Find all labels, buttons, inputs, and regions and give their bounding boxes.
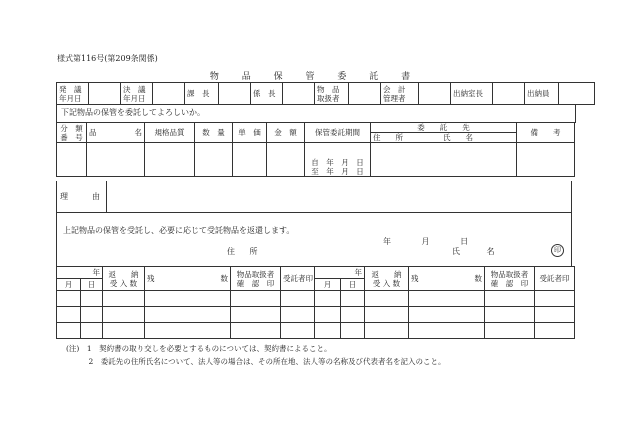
ret-r-cell[interactable]	[535, 291, 575, 307]
col-consignee: 委 託 先	[371, 123, 517, 133]
ret-l-cell[interactable]	[81, 307, 103, 323]
ret-r-year: 年	[315, 267, 365, 279]
period-from: 自 年 月 日	[311, 158, 364, 167]
ret-l-cell[interactable]	[231, 291, 281, 307]
reason-box	[56, 181, 572, 213]
ret-l-handler-seal: 物品取扱者 確 認 印	[231, 267, 281, 291]
col-quantity: 数 量	[195, 123, 233, 143]
form-number-label: 様式第116号(第209条関係)	[57, 54, 158, 63]
col-unit-price: 単 価	[233, 123, 267, 143]
hdr-subsection-chief-label: 係 長	[251, 83, 283, 105]
col-remarks: 備 考	[517, 123, 575, 143]
hdr-cashier-chief-field[interactable]	[493, 83, 525, 105]
hdr-cashier-chief-label: 出納室長	[451, 83, 493, 105]
hdr-proposal-date-field[interactable]	[89, 83, 121, 105]
ret-l-cell[interactable]	[281, 307, 315, 323]
hdr-handler-label: 物 品 取扱者	[315, 83, 349, 105]
ret-r-cell[interactable]	[485, 291, 535, 307]
col-item-name: 品 名	[87, 123, 145, 143]
cell-consignee[interactable]	[371, 143, 517, 177]
ret-r-return-qty: 返 納 受 入 数	[365, 267, 409, 291]
ret-r-cell[interactable]	[341, 307, 365, 323]
ret-l-month: 月	[57, 279, 81, 291]
cell-item-name[interactable]	[87, 143, 145, 177]
cell-unit-price[interactable]	[233, 143, 267, 177]
ret-l-cell[interactable]	[145, 307, 231, 323]
ret-r-cell[interactable]	[409, 291, 485, 307]
col-amount: 金 額	[267, 123, 305, 143]
cell-amount[interactable]	[267, 143, 305, 177]
ret-l-cell[interactable]	[231, 307, 281, 323]
seal-mark: 印	[551, 244, 564, 257]
ret-r-day: 日	[341, 279, 365, 291]
ret-l-return-qty: 返 納 受 入 数	[103, 267, 145, 291]
ret-r-cell[interactable]	[485, 307, 535, 323]
ret-l-year: 年	[57, 267, 103, 279]
hdr-section-chief-label: 課 長	[185, 83, 219, 105]
agreement-date-label: 年 月 日	[383, 237, 483, 246]
ret-r-cell[interactable]	[409, 307, 485, 323]
ret-l-cell[interactable]	[57, 291, 81, 307]
reason-label: 理由	[60, 192, 124, 201]
ret-l-cell[interactable]	[281, 323, 315, 339]
ret-l-cell[interactable]	[103, 291, 145, 307]
ret-l-cell[interactable]	[57, 307, 81, 323]
col-spec: 規格品質	[145, 123, 195, 143]
hdr-proposal-date-label: 発 議 年月日	[57, 83, 89, 105]
cell-period[interactable]	[305, 143, 371, 177]
ret-l-cell[interactable]	[231, 323, 281, 339]
agreement-text: 上記物品の保管を受託し、必要に応じて受託物品を返還します。	[63, 226, 295, 235]
col-period: 保管委託期間	[305, 123, 371, 143]
ret-l-cell[interactable]	[103, 307, 145, 323]
ret-r-cell[interactable]	[365, 291, 409, 307]
agreement-box	[56, 212, 572, 267]
ret-r-remaining: 残 数	[409, 267, 485, 291]
ret-r-cell[interactable]	[315, 291, 341, 307]
ret-r-cell[interactable]	[535, 307, 575, 323]
note-2: 2 委託先の住所氏名について、法人等の場合は、その所在地、法人等の名称及び代表者名を記入のこと。	[66, 357, 446, 366]
ret-l-remaining: 残 数	[145, 267, 231, 291]
ret-r-cell[interactable]	[365, 323, 409, 339]
ret-l-cell[interactable]	[145, 291, 231, 307]
ret-l-cell[interactable]	[145, 323, 231, 339]
hdr-cashier-label: 出納員	[525, 83, 559, 105]
hdr-decision-date-field[interactable]	[153, 83, 185, 105]
ret-l-cell[interactable]	[281, 291, 315, 307]
ret-r-cell[interactable]	[409, 323, 485, 339]
return-table-right	[314, 266, 575, 339]
ret-r-cell[interactable]	[365, 307, 409, 323]
trustee-address-label: 住 所	[227, 247, 264, 256]
ret-r-cell[interactable]	[315, 323, 341, 339]
hdr-section-chief-field[interactable]	[219, 83, 251, 105]
cell-quantity[interactable]	[195, 143, 233, 177]
cell-spec[interactable]	[145, 143, 195, 177]
ret-r-month: 月	[315, 279, 341, 291]
hdr-handler-field[interactable]	[349, 83, 381, 105]
hdr-accounting-label: 会 計 管理者	[381, 83, 419, 105]
page-title: 物 品 保 管 委 託 書	[209, 72, 421, 82]
return-table-left	[56, 266, 315, 339]
ret-r-trustee-seal: 受託者印	[535, 267, 575, 291]
items-table	[56, 122, 575, 177]
trustee-name-label: 氏 名	[452, 247, 507, 256]
ret-l-cell[interactable]	[81, 291, 103, 307]
period-to: 至 年 月 日	[311, 167, 364, 176]
cell-remarks[interactable]	[517, 143, 575, 177]
hdr-cashier-field[interactable]	[559, 83, 595, 105]
ret-r-cell[interactable]	[535, 323, 575, 339]
ret-r-cell[interactable]	[341, 291, 365, 307]
ret-l-cell[interactable]	[81, 323, 103, 339]
ret-l-day: 日	[81, 279, 103, 291]
hdr-decision-date-label: 決 議 年月日	[121, 83, 153, 105]
ret-l-trustee-seal: 受託者印	[281, 267, 315, 291]
col-class-no: 分 類 番 号	[57, 123, 87, 143]
hdr-accounting-field[interactable]	[419, 83, 451, 105]
ret-r-handler-seal: 物品取扱者 確 認 印	[485, 267, 535, 291]
approval-header-table	[56, 82, 595, 105]
col-consignee-address-name: 住 所 氏 名	[371, 133, 517, 143]
ret-l-cell[interactable]	[57, 323, 81, 339]
note-1: (注) 1 契約書の取り交しを必要とするものについては、契約書によること。	[66, 344, 332, 353]
ret-r-cell[interactable]	[315, 307, 341, 323]
ret-l-cell[interactable]	[103, 323, 145, 339]
hdr-subsection-chief-field[interactable]	[283, 83, 315, 105]
cell-class-no[interactable]	[57, 143, 87, 177]
request-line: 下記物品の保管を委託してよろしいか。	[56, 104, 576, 123]
ret-r-cell[interactable]	[485, 323, 535, 339]
notes	[66, 342, 445, 368]
ret-r-cell[interactable]	[341, 323, 365, 339]
